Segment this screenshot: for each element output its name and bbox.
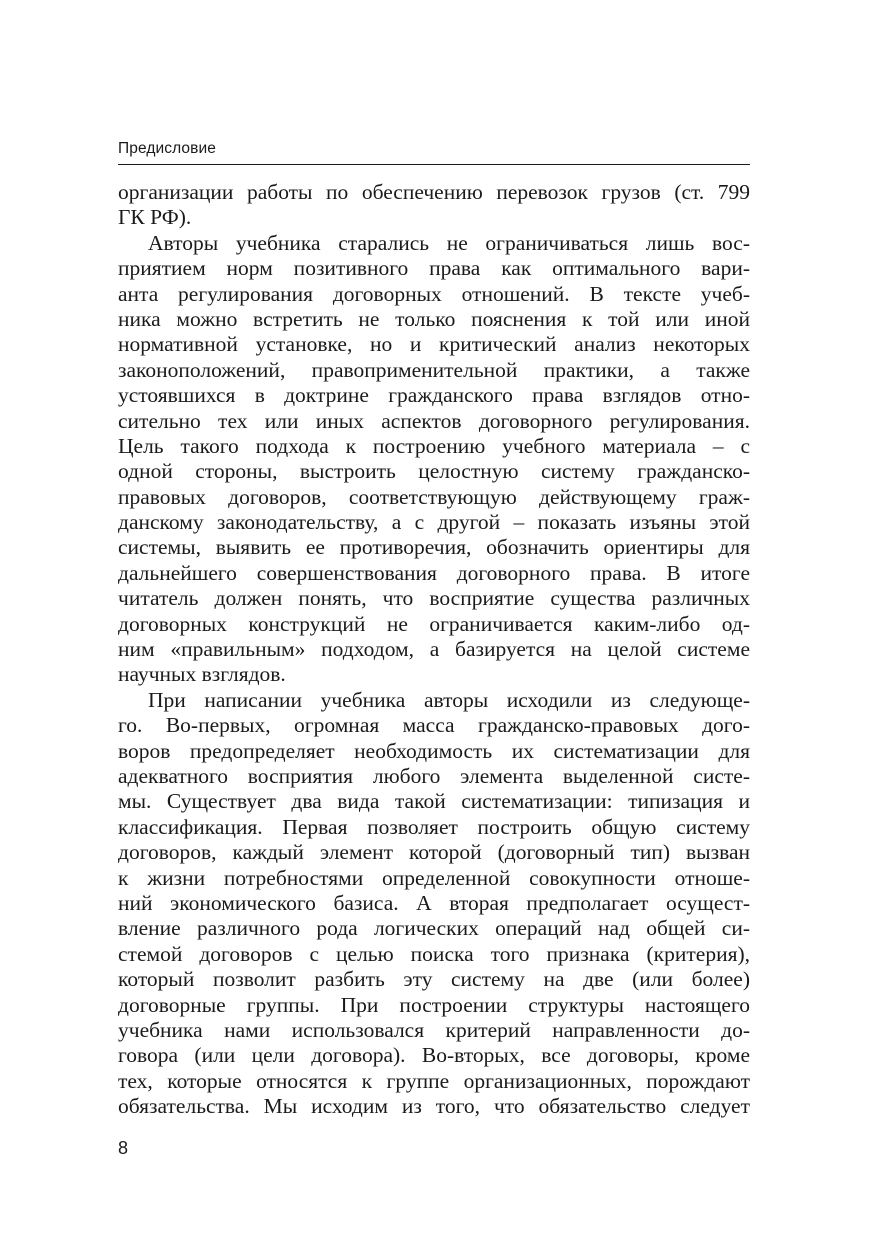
- text-line: ГК РФ).: [118, 205, 192, 230]
- text-line: го. Во-первых, огромная масса гражданско-правовых дого-: [118, 713, 750, 738]
- text-line: говора (или цели договора). Во-вторых, все договоры, кроме: [118, 1043, 750, 1068]
- text-line: договорных конструкций не ограничивается каким-либо од-: [118, 611, 750, 636]
- text-line: системы, выявить ее противоречия, обозначить ориентиры для: [118, 535, 750, 560]
- text-line: устоявшихся в доктрине гражданского права взглядов отно-: [118, 383, 750, 408]
- text-line: договоров, каждый элемент которой (договорный тип) вызван: [118, 840, 750, 865]
- text-line: Цель такого подхода к построению учебного материала – с: [118, 433, 750, 458]
- text-line: нормативной установке, но и критический анализ некоторых: [118, 332, 750, 357]
- text-line: анта регулирования договорных отношений. В тексте учеб-: [118, 281, 750, 306]
- text-line: который позволит разбить эту систему на две (или более): [118, 967, 750, 992]
- text-line: ним «правильным» подходом, а базируется на целой системе: [118, 637, 750, 662]
- text-line: воров предопределяет необходимость их систематизации для: [118, 738, 750, 763]
- text-line: вление различного рода логических операций над общей си-: [118, 916, 750, 941]
- header-rule: [118, 164, 750, 165]
- page-number: 8: [118, 1138, 129, 1158]
- text-line: дальнейшего совершенствования договорного права. В итоге: [118, 560, 750, 585]
- text-line: учебника нами использовался критерий направленности до-: [118, 1017, 750, 1042]
- text-line: ний экономического базиса. А вторая предполагает осущест-: [118, 890, 750, 915]
- text-line: тех, которые относятся к группе организационных, порождают: [118, 1068, 750, 1093]
- text-line: мы. Существует два вида такой систематизации: типизация и: [118, 789, 750, 814]
- text-line: обязательства. Мы исходим из того, что обязательство следует: [118, 1094, 750, 1119]
- body-text: [118, 180, 750, 1119]
- text-line: организации работы по обеспечению перевозок грузов (ст. 799: [118, 180, 750, 204]
- running-head: Предисловие: [118, 140, 216, 157]
- text-line: сительно тех или иных аспектов договорного регулирования.: [118, 408, 750, 433]
- text-line: научных взглядов.: [118, 662, 286, 687]
- text-line: договорные группы. При построении структуры настоящего: [118, 992, 750, 1017]
- text-line: к жизни потребностями определенной совокупности отноше-: [118, 865, 750, 890]
- text-line: ника можно встретить не только пояснения к той или иной: [118, 306, 750, 331]
- text-line: правовых договоров, соответствующую действующему граж-: [118, 484, 750, 509]
- text-line: адекватного восприятия любого элемента выделенной систе-: [118, 763, 750, 788]
- text-line: данскому законодательству, а с другой – показать изъяны этой: [118, 510, 750, 535]
- text-line: стемой договоров с целью поиска того признака (критерия),: [118, 941, 750, 966]
- text-line: читатель должен понять, что восприятие существа различных: [118, 586, 750, 611]
- text-line: Авторы учебника старались не ограничиваться лишь вос-: [148, 230, 750, 255]
- text-line: одной стороны, выстроить целостную систему гражданско-: [118, 459, 750, 484]
- text-line: законоположений, правоприменительной практики, а также: [118, 357, 750, 382]
- text-line: классификация. Первая позволяет построить общую систему: [118, 814, 750, 839]
- text-line: приятием норм позитивного права как оптимального вари-: [118, 256, 750, 281]
- text-line: При написании учебника авторы исходили из следующе-: [148, 687, 750, 712]
